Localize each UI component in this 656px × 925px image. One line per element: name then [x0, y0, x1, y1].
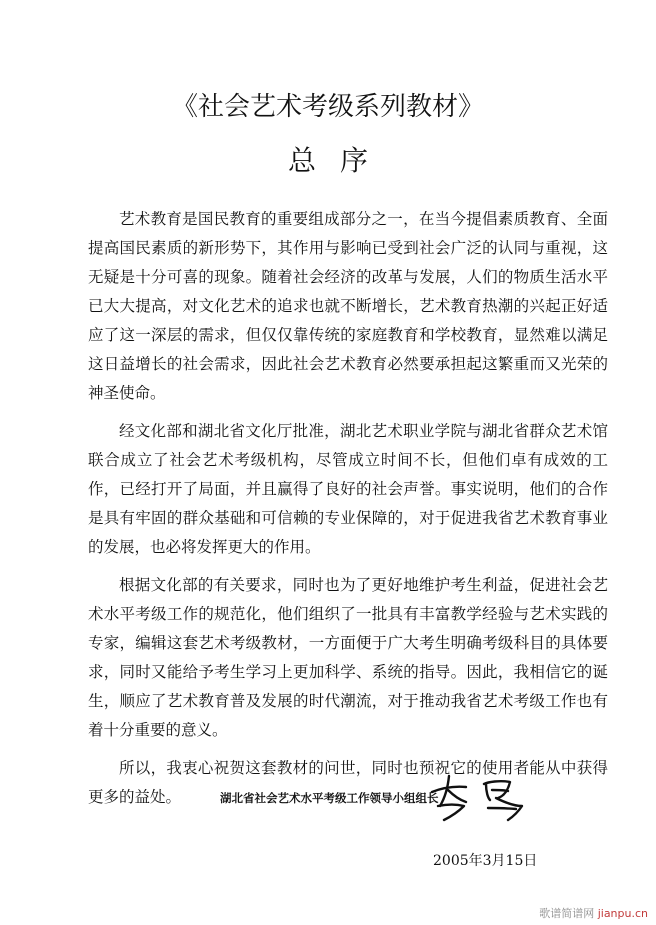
document-date: 2005年3月15日: [433, 853, 538, 869]
paragraph-3: 根据文化部的有关要求，同时也为了更好地维护考生利益，促进社会艺术水平考级工作的规范化，他们组织了一批具有丰富教学经验与艺术实践的专家，编辑这套艺术考级教材，一方面便于广大考生明确考级科目的具体要求，同时又能给予考生学习上更加科学、系统的指导。因此，我相信它的诞生，顺应了艺术教育普及发展的时代潮流，对于推动我省艺术考级工作也有着十分重要的意义。: [88, 576, 608, 739]
document-title: 《社会艺术考级系列教材》: [171, 92, 484, 122]
paragraph-4: 所以，我衷心祝贺这套教材的问世，同时也预祝它的使用者能从中获得更多的益处。: [88, 759, 608, 806]
handwritten-signature: [426, 768, 536, 823]
paragraph-1: 艺术教育是国民教育的重要组成部分之一，在当今提倡素质教育、全面提高国民素质的新形势下，其作用与影响已受到社会广泛的认同与重视，这无疑是十分可喜的现象。随着社会经济的改革与发展，人们的物质生活水平已大大提高，对文化艺术的追求也就不断增长，艺术教育热潮的兴起正好适应了这一深层的需求，但仅仅靠传统的家庭教育和学校教育，显然难以满足这日益增长的社会需求，因此社会艺术教育必然要承担起这繁重而又光荣的神圣使命。: [88, 210, 608, 402]
watermark-site-name: 歌谱简谱网: [539, 907, 595, 920]
document-body: [88, 205, 608, 821]
signatory-line: 湖北省社会艺术水平考级工作领导小组组长: [220, 791, 439, 805]
watermark-url: jianpu.cn: [597, 907, 648, 920]
paragraph-2: 经文化部和湖北省文化厅批准，湖北艺术职业学院与湖北省群众艺术馆联合成立了社会艺术考级机构，尽管成立时间不长，但他们卓有成效的工作，已经打开了局面，并且赢得了良好的社会声誉。事实说明，他们的合作是具有牢固的群众基础和可信赖的专业保障的，对于促进我省艺术教育事业的发展，也必将发挥更大的作用。: [88, 422, 608, 556]
watermark: [539, 905, 648, 921]
document-subtitle: 总序: [287, 144, 392, 177]
